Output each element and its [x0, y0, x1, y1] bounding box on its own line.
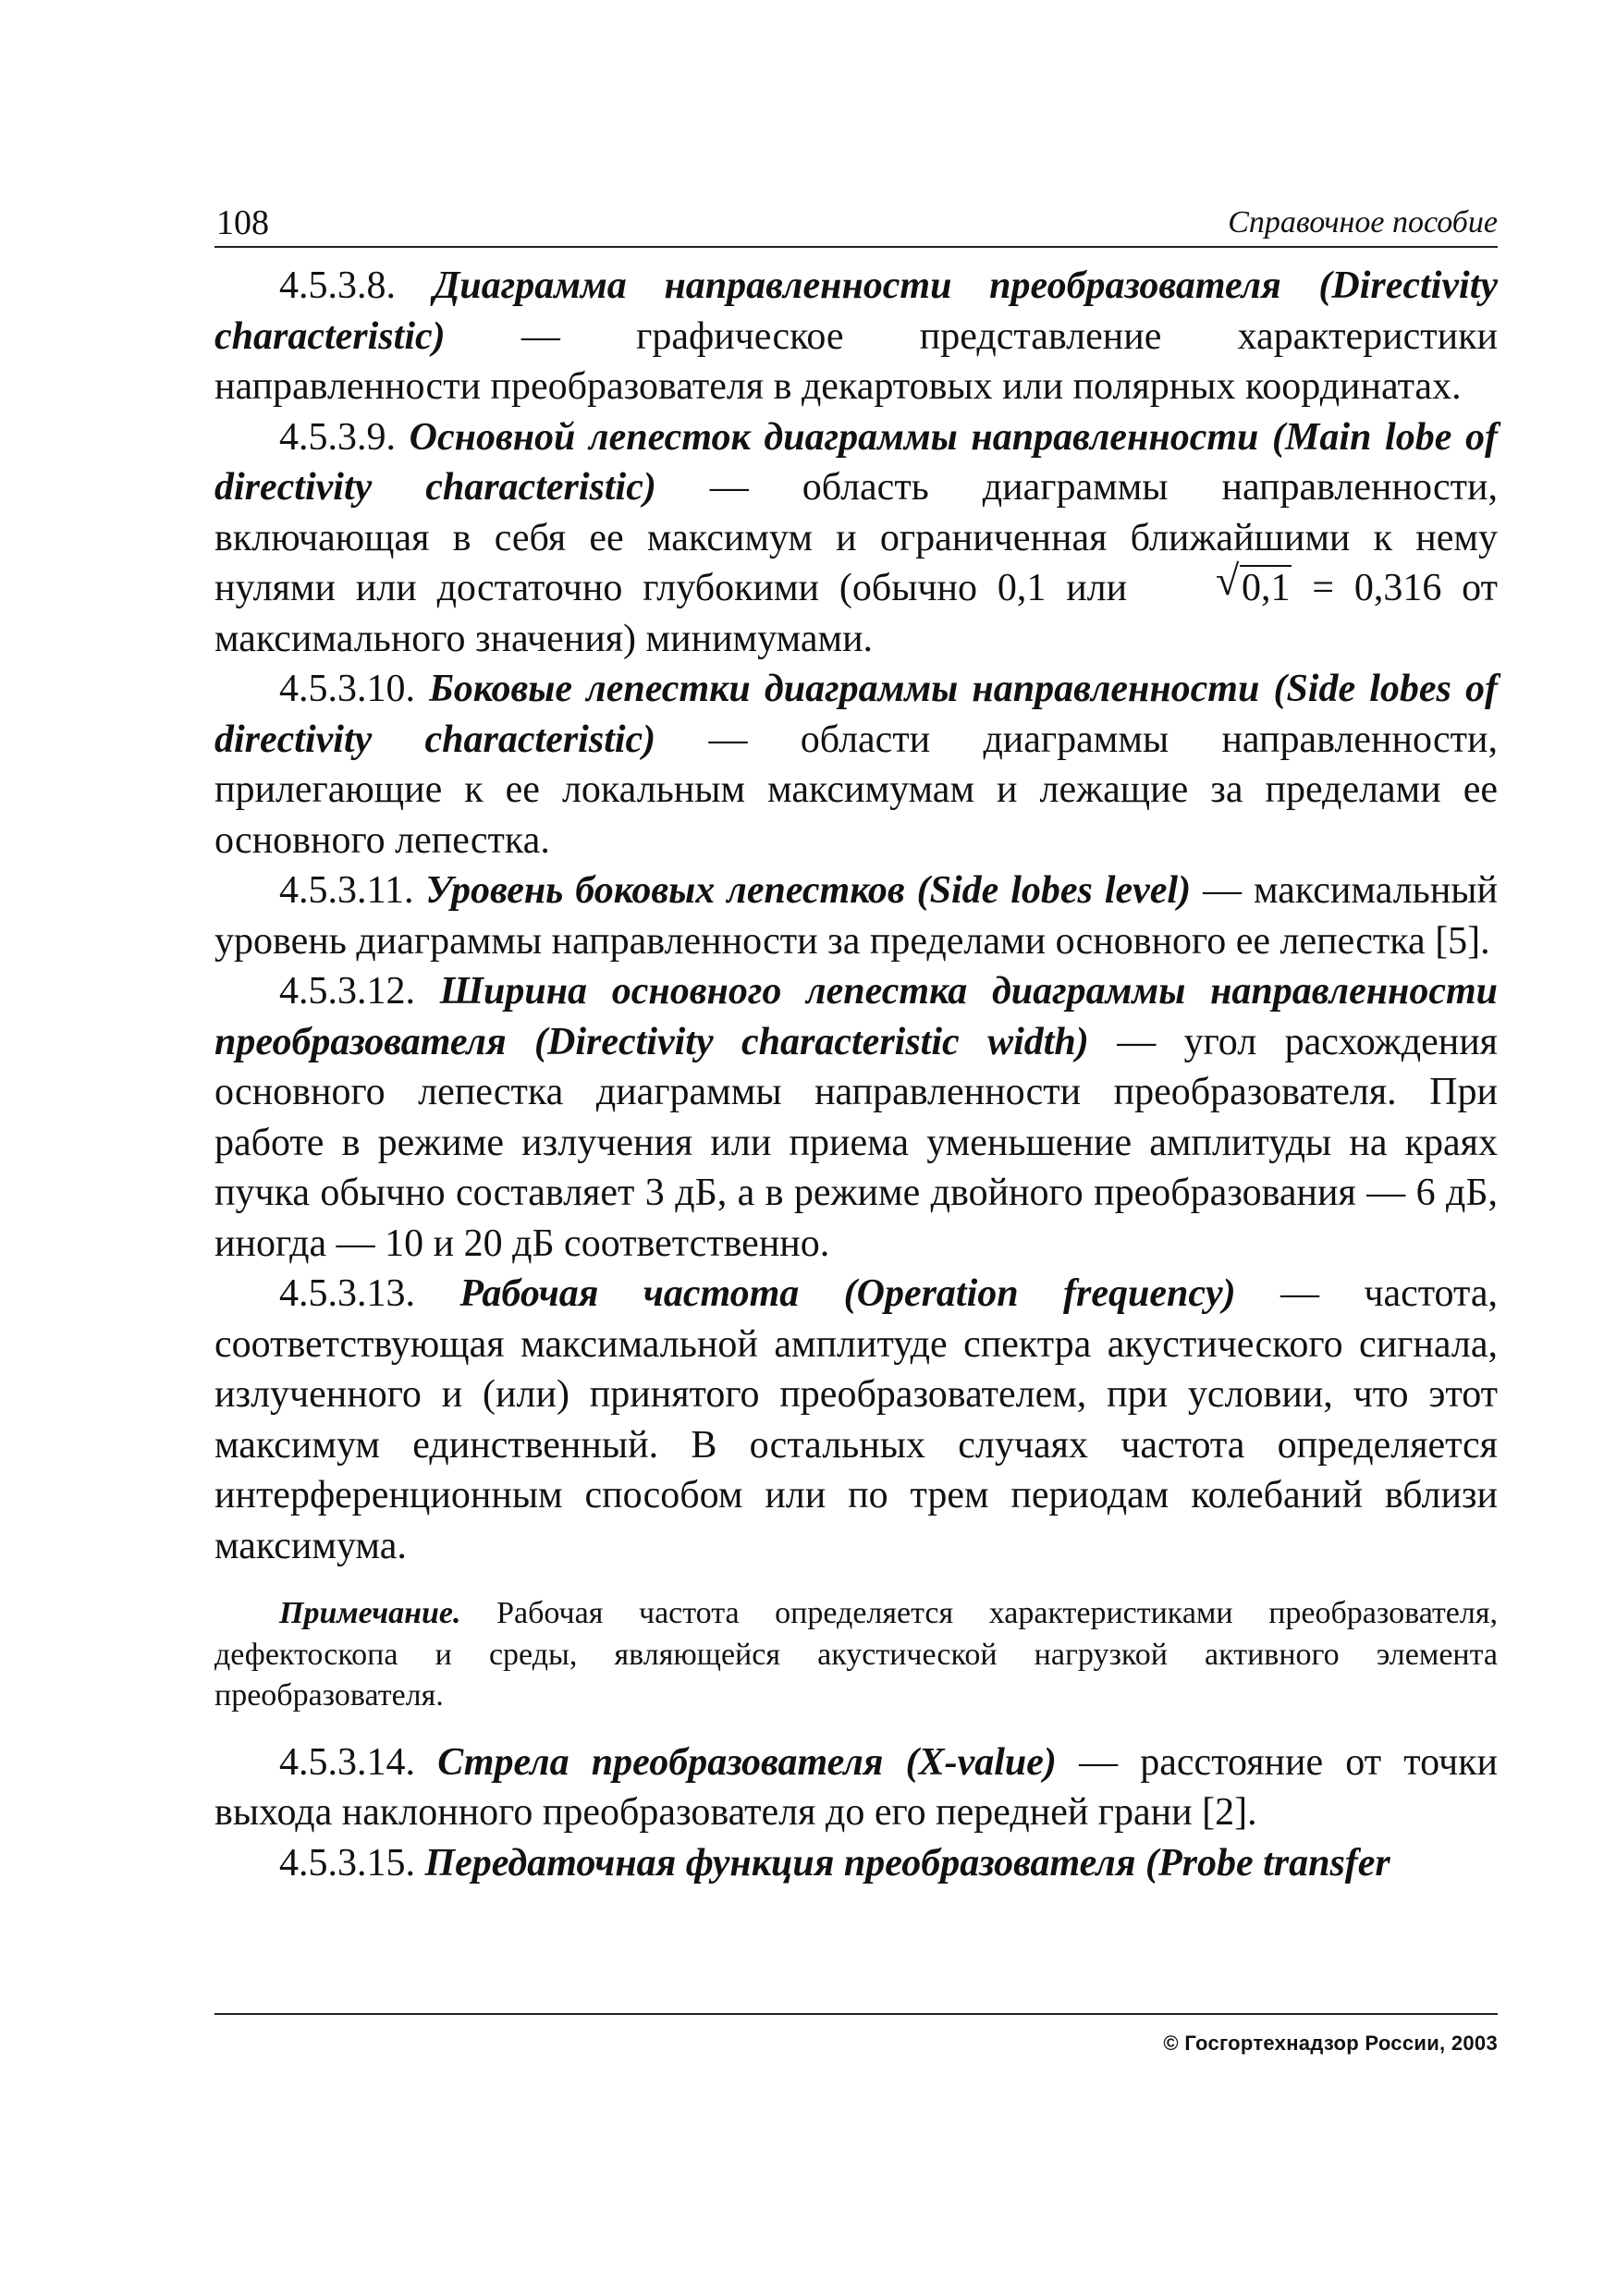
radical-sign-icon: √ — [1215, 557, 1240, 604]
page-number: 108 — [216, 203, 269, 242]
definition-text: — частота, соответствующая максимальной амплитуде спектра акустического сигнала, излученного и (или) принятого преобразователем, при условии, что этот максимум единственный. В остальных случаях частота определяется интерференционным способом или по трем периодам колебаний вблизи максимума. — [214, 1272, 1499, 1567]
term: Основной лепесток диаграммы направленности (Main lobe of directivity characteristic) — [214, 415, 1498, 509]
body-text — [214, 261, 1498, 1888]
paragraph-4-5-3-15 — [214, 1838, 1498, 1889]
paragraph-4-5-3-9 — [214, 412, 1498, 665]
paragraph-4-5-3-12 — [214, 966, 1498, 1269]
term: Передаточная функция преобразователя (Probe transfer — [424, 1841, 1390, 1885]
page-header — [214, 196, 1498, 248]
radicand: 0,1 — [1241, 567, 1291, 609]
clause-number: 4.5.3.11. — [279, 869, 414, 912]
definition-text: — области диаграммы направленности, прилегающие к ее локальным максимумам и лежащие за пределами ее основного лепестка. — [214, 718, 1498, 862]
running-title: Справочное пособие — [1228, 205, 1498, 239]
clause-number: 4.5.3.10. — [279, 668, 415, 710]
definition-text-continued: = 0,316 от максимального значения) минимумами. — [214, 567, 1498, 660]
paragraph-4-5-3-10 — [214, 664, 1498, 866]
term: Уровень боковых лепестков (Side lobes level) — [425, 869, 1192, 912]
copyright-notice: © Госгортехнадзор России, 2003 — [1163, 2032, 1498, 2055]
header-rule — [214, 246, 1498, 248]
paragraph-4-5-3-13 — [214, 1269, 1498, 1571]
note-label: Примечание. — [279, 1596, 461, 1630]
term: Диаграмма направленности преобразователя (Directivity characteristic) — [214, 264, 1499, 358]
clause-number: 4.5.3.13. — [279, 1272, 415, 1315]
clause-number: 4.5.3.15. — [279, 1841, 415, 1885]
term: Ширина основного лепестка диаграммы направленности преобразователя (Directivity characteristic width) — [214, 970, 1499, 1063]
definition-text: — угол расхождения основного лепестка диаграммы направленности преобразователя. При работе в режиме излучения или приема уменьшение амплитуды на краях пучка обычно составляет 3 дБ, а в режиме двойного преобразования — 6 дБ, иногда — 10 и 20 дБ соответственно. — [214, 1020, 1498, 1265]
note-text: Рабочая частота определяется характеристиками преобразователя, дефектоскопа и среды, являющейся акустической нагрузкой активного элемента преобразователя. — [214, 1596, 1498, 1713]
definition-text: — максимальный уровень диаграммы направленности за пределами основного ее лепестка [5]. — [214, 869, 1498, 963]
definition-text: — расстояние от точки выхода наклонного преобразователя до его передней грани [2]. — [214, 1740, 1498, 1834]
clause-number: 4.5.3.14. — [279, 1740, 415, 1784]
paragraph-4-5-3-11 — [214, 866, 1498, 966]
term: Рабочая частота (Operation frequency) — [459, 1272, 1236, 1315]
term: Стрела преобразователя (X-value) — [437, 1740, 1057, 1784]
paragraph-4-5-3-8 — [214, 261, 1498, 412]
term: Боковые лепестки диаграммы направленности (Side lobes of directivity characteristic) — [214, 668, 1498, 761]
definition-text: — область диаграммы направленности, включающая в себя ее максимум и ограниченная ближайшими к нему нулями или достаточно глубокими (обычно 0,1 или — [214, 466, 1498, 609]
paragraph-4-5-3-14 — [214, 1737, 1498, 1838]
clause-number: 4.5.3.9. — [279, 415, 396, 459]
footer-rule — [214, 2013, 1498, 2015]
definition-text: — графическое представление характеристики направленности преобразователя в декартовых или полярных координатах. — [214, 314, 1499, 408]
square-root-expression — [1151, 557, 1292, 614]
note-block — [214, 1593, 1498, 1717]
clause-number: 4.5.3.8. — [279, 264, 396, 307]
clause-number: 4.5.3.12. — [279, 970, 415, 1013]
